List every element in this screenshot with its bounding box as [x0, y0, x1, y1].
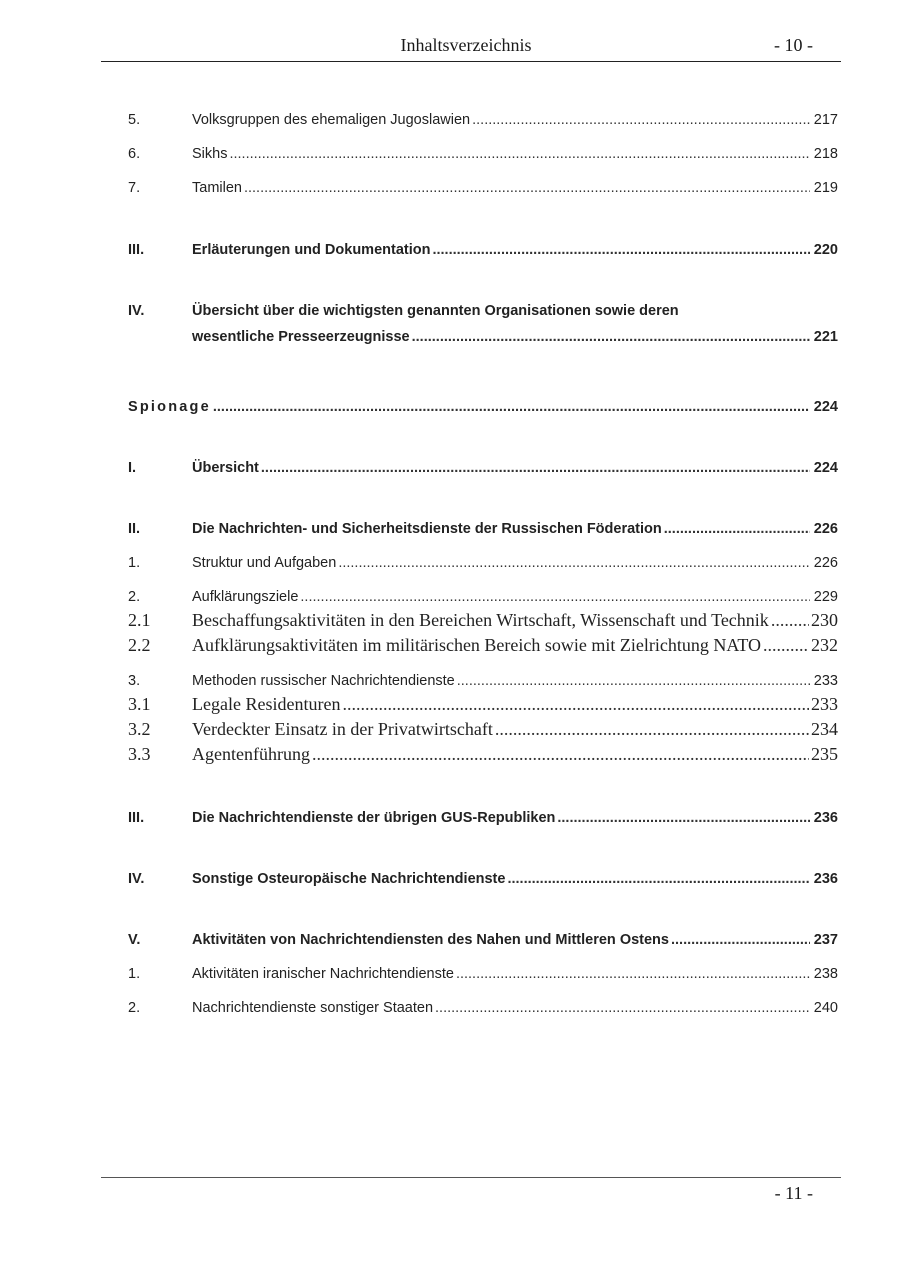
leader-dots	[763, 635, 809, 656]
toc-entry-title: Aufklärungsziele	[192, 589, 299, 605]
toc-subentry	[128, 610, 838, 631]
toc-subentry	[128, 744, 838, 765]
toc-entry-number: 2.	[128, 1000, 141, 1016]
toc-chapter	[128, 521, 838, 537]
toc-subentry-number: 3.2	[128, 719, 151, 739]
toc-entry-number: 1.	[128, 966, 141, 982]
leader-dots	[507, 871, 810, 887]
toc-entry-number: 3.	[128, 673, 141, 689]
toc-chapter-number: IV.	[128, 303, 145, 319]
leader-dots	[412, 329, 810, 345]
leader-dots	[435, 1000, 810, 1016]
toc-entry-number: 1.	[128, 555, 141, 571]
leader-dots	[457, 673, 810, 689]
leader-dots	[312, 744, 809, 765]
leader-dots	[664, 521, 810, 537]
toc-entry-title: Volksgruppen des ehemaligen Jugoslawien	[192, 112, 471, 128]
page-header	[101, 30, 841, 62]
leader-dots	[300, 589, 810, 605]
toc-chapter-page: 220	[813, 242, 838, 258]
toc-subentry-page: 232	[811, 635, 838, 655]
toc-section-title: Spionage	[128, 399, 211, 415]
toc-entry-page: 233	[813, 673, 838, 689]
toc-chapter	[128, 810, 838, 826]
toc-entry-page: 229	[813, 589, 838, 605]
toc-subentry	[128, 719, 838, 740]
toc-entry-page: 219	[813, 180, 838, 196]
toc-subentry-title: Verdeckter Einsatz in der Privatwirtschaft	[192, 719, 493, 739]
toc-entry	[128, 673, 838, 689]
toc-entry-page: 218	[813, 146, 838, 162]
toc-chapter	[128, 932, 838, 948]
toc-entry-page: 240	[813, 1000, 838, 1016]
toc-chapter-page: 226	[813, 521, 838, 537]
toc-subentry-number: 3.1	[128, 694, 151, 714]
toc-chapter-page: 236	[813, 871, 838, 887]
toc-entry-title: Tamilen	[192, 180, 242, 196]
leader-dots	[213, 399, 810, 415]
toc-entry	[128, 589, 838, 605]
leader-dots	[244, 180, 810, 196]
header-title: Inhaltsverzeichnis	[400, 35, 532, 55]
leader-dots	[456, 966, 810, 982]
toc-chapter	[128, 242, 838, 258]
toc-chapter-title-line1: Übersicht über die wichtigsten genannten Organisationen sowie deren	[192, 303, 679, 319]
toc-entry	[128, 180, 838, 196]
toc-entry-title: Nachrichtendienste sonstiger Staaten	[192, 1000, 434, 1016]
toc-entry-page: 217	[813, 112, 838, 128]
toc-entry-page: 238	[813, 966, 838, 982]
toc-entry	[128, 146, 838, 162]
toc-chapter-title: Die Nachrichten- und Sicherheitsdienste der Russischen Föderation	[192, 521, 662, 537]
leader-dots	[771, 610, 809, 631]
footer-page-number: - 11 -	[774, 1183, 813, 1203]
header-page-number: - 10 -	[774, 35, 813, 55]
toc-subentry-number: 3.3	[128, 744, 151, 764]
toc-subentry-title: Agentenführung	[192, 744, 310, 764]
toc-entry-title: Sikhs	[192, 146, 228, 162]
toc-chapter-title: Erläuterungen und Dokumentation	[192, 242, 431, 258]
leader-dots	[472, 112, 810, 128]
toc-entry-number: 5.	[128, 112, 141, 128]
toc-subentry-number: 2.2	[128, 635, 151, 655]
toc-entry	[128, 966, 838, 982]
leader-dots	[671, 932, 810, 948]
toc-subentry-page: 235	[811, 744, 838, 764]
toc-chapter-page: 224	[813, 460, 838, 476]
toc-entry	[128, 555, 838, 571]
leader-dots	[432, 242, 810, 258]
toc-chapter-title: Die Nachrichtendienste der übrigen GUS-Republiken	[192, 810, 556, 826]
toc-entry-title: Aktivitäten iranischer Nachrichtendienste	[192, 966, 454, 982]
toc-entry	[128, 112, 838, 128]
toc-chapter	[128, 460, 838, 476]
leader-dots	[229, 146, 810, 162]
toc-section	[128, 399, 838, 415]
toc-chapter	[128, 871, 838, 887]
toc-entry-page: 226	[813, 555, 838, 571]
leader-dots	[338, 555, 810, 571]
toc-chapter-number: III.	[128, 810, 145, 826]
toc-chapter	[128, 303, 838, 345]
leader-dots	[557, 810, 810, 826]
toc-chapter-number: III.	[128, 242, 145, 258]
toc-chapter-number: I.	[128, 460, 137, 476]
toc-section-page: 224	[813, 399, 838, 415]
leader-dots	[342, 694, 809, 715]
leader-dots	[495, 719, 809, 740]
toc-subentry-page: 234	[811, 719, 838, 739]
toc-chapter-title: Aktivitäten von Nachrichtendiensten des Nahen und Mittleren Ostens	[192, 932, 669, 948]
toc-entry-number: 6.	[128, 146, 141, 162]
toc-subentry	[128, 694, 838, 715]
toc-subentry-page: 233	[811, 694, 838, 714]
page-footer	[101, 1177, 841, 1203]
toc-subentry-title: Legale Residenturen	[192, 694, 341, 714]
toc-chapter-page: 237	[813, 932, 838, 948]
toc-chapter-number: V.	[128, 932, 141, 948]
toc-entry-number: 7.	[128, 180, 141, 196]
toc-chapter-page: 221	[813, 329, 838, 345]
toc-subentry-title: Beschaffungsaktivitäten in den Bereichen Wirtschaft, Wissenschaft und Technik	[192, 610, 769, 630]
toc-chapter-title-line2: wesentliche Presseerzeugnisse	[192, 329, 410, 345]
toc-subentry-number: 2.1	[128, 610, 151, 630]
toc-entry-number: 2.	[128, 589, 141, 605]
toc-entry-title: Struktur und Aufgaben	[192, 555, 337, 571]
toc-chapter-title: Sonstige Osteuropäische Nachrichtendienste	[192, 871, 506, 887]
toc-subentry	[128, 635, 838, 656]
toc-entry	[128, 1000, 838, 1016]
toc-chapter-number: II.	[128, 521, 141, 537]
toc-chapter-number: IV.	[128, 871, 145, 887]
leader-dots	[261, 460, 810, 476]
toc-chapter-page: 236	[813, 810, 838, 826]
toc-chapter-title: Übersicht	[192, 460, 259, 476]
toc-subentry-page: 230	[811, 610, 838, 630]
toc-entry-title: Methoden russischer Nachrichtendienste	[192, 673, 455, 689]
toc-subentry-title: Aufklärungsaktivitäten im militärischen Bereich sowie mit Zielrichtung NATO	[192, 635, 762, 655]
